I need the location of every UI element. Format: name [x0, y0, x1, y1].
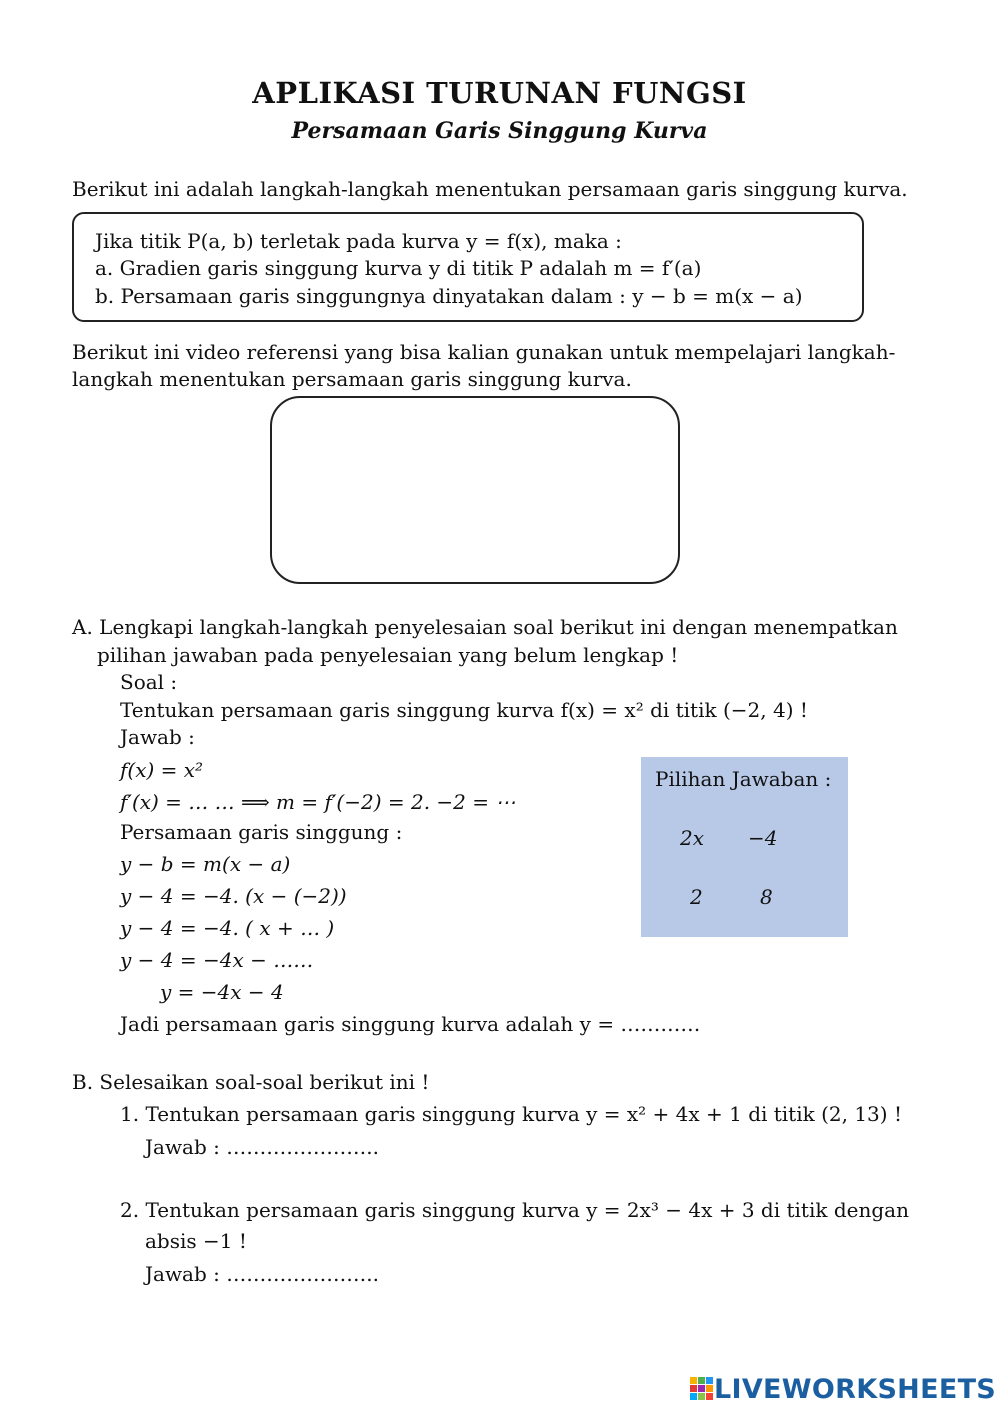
intro-text: Berikut ini adalah langkah-langkah menentukan persamaan garis singgung kurva.: [72, 177, 908, 201]
choice-neg4[interactable]: −4: [748, 826, 778, 850]
step-derivative[interactable]: f′(x) = … … ⟹ m = f′(−2) = 2. −2 = ⋯: [120, 790, 516, 814]
step-result: y = −4x − 4: [160, 980, 284, 1004]
liveworksheets-logo-text: LIVEWORKSHEETS: [714, 1373, 997, 1405]
section-b-heading: B. Selesaikan soal-soal berikut ini !: [72, 1070, 430, 1094]
rule-line-3: b. Persamaan garis singgungnya dinyatakan dalam : y − b = m(x − a): [95, 284, 803, 308]
step-conclusion[interactable]: Jadi persamaan garis singgung kurva adalah y = …………: [120, 1012, 701, 1036]
worksheet-subtitle: Persamaan Garis Singgung Kurva: [291, 118, 708, 144]
step-simplify[interactable]: y − 4 = −4. ( x + … ): [120, 916, 335, 940]
question-2-line-1: 2. Tentukan persamaan garis singgung kurva y = 2x³ − 4x + 3 di titik dengan: [120, 1198, 909, 1222]
jawab-label: Jawab :: [120, 725, 195, 749]
worksheet-title: APLIKASI TURUNAN FUNGSI: [252, 76, 747, 110]
step-tangent-label: Persamaan garis singgung :: [120, 820, 403, 844]
rule-line-1: Jika titik P(a, b) terletak pada kurva y = f(x), maka :: [95, 229, 622, 253]
step-substitute: y − 4 = −4. (x − (−2)): [120, 884, 347, 908]
step-expand[interactable]: y − 4 = −4x − ……: [120, 948, 314, 972]
choice-2x[interactable]: 2x: [680, 826, 705, 850]
question-1: 1. Tentukan persamaan garis singgung kurva y = x² + 4x + 1 di titik (2, 13) !: [120, 1102, 902, 1126]
step-function: f(x) = x²: [120, 758, 204, 782]
section-a-instruction-1: A. Lengkapi langkah-langkah penyelesaian soal berikut ini dengan menempatkan: [72, 615, 898, 639]
liveworksheets-logo: [690, 1374, 996, 1404]
choice-8[interactable]: 8: [760, 885, 773, 909]
answer-choices-title: Pilihan Jawaban :: [655, 767, 832, 791]
soal-text: Tentukan persamaan garis singgung kurva f(x) = x² di titik (−2, 4) !: [120, 698, 808, 722]
section-a-instruction-2: pilihan jawaban pada penyelesaian yang belum lengkap !: [97, 643, 679, 667]
question-1-answer[interactable]: Jawab : …………………..: [145, 1135, 379, 1159]
soal-label: Soal :: [120, 670, 178, 694]
question-2-answer[interactable]: Jawab : …………………..: [145, 1262, 379, 1286]
rule-line-2: a. Gradien garis singgung kurva y di titik P adalah m = f′(a): [95, 256, 702, 280]
video-placeholder[interactable]: [270, 396, 680, 584]
question-2-line-2: absis −1 !: [145, 1229, 247, 1253]
step-formula: y − b = m(x − a): [120, 852, 291, 876]
liveworksheets-logo-icon: [690, 1377, 714, 1401]
choice-2[interactable]: 2: [690, 885, 703, 909]
video-intro-line-1: Berikut ini video referensi yang bisa kalian gunakan untuk mempelajari langkah-: [72, 340, 896, 364]
video-intro-line-2: langkah menentukan persamaan garis singgung kurva.: [72, 367, 632, 391]
